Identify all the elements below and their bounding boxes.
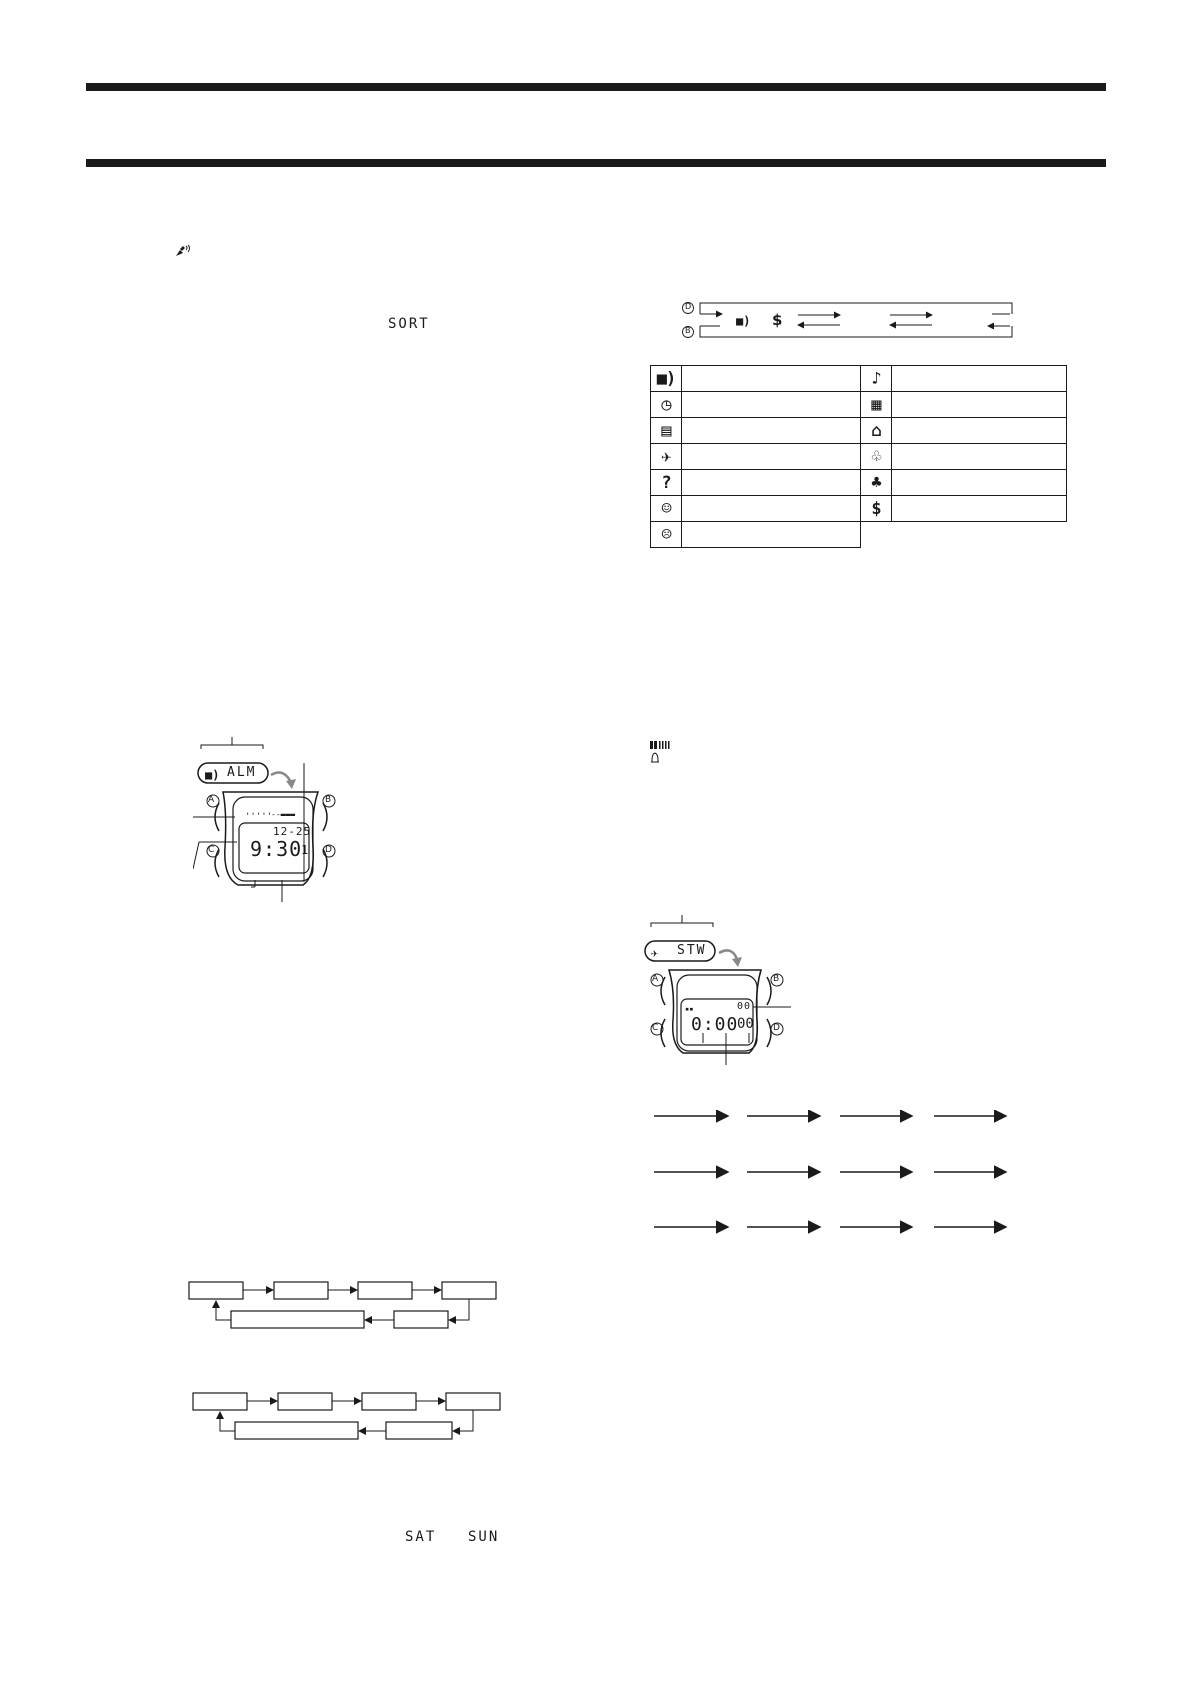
setting-flowchart-2 <box>192 1391 502 1447</box>
smile-icon: ☺ <box>651 496 682 522</box>
person-icon: ♧ <box>861 444 892 470</box>
plant-icon: ♣ <box>861 470 892 496</box>
stopwatch-arrow-sequence <box>652 1110 1012 1240</box>
stopwatch-lcd-seconds: 00 <box>737 1016 754 1032</box>
button-a-label: A <box>208 795 215 805</box>
battery-bell-icons <box>650 740 678 766</box>
dollar-cell-icon: $ <box>861 496 892 522</box>
button-b-label: B <box>325 795 332 805</box>
svg-text:✈: ✈ <box>651 946 659 960</box>
svg-text:■): ■) <box>205 768 220 782</box>
svg-text:--▬▬▬: --▬▬▬ <box>271 810 296 819</box>
alarm-watch-illustration <box>193 737 363 907</box>
alarm-lcd-time: 9:30 <box>250 837 303 861</box>
music-note-icon: ♪ <box>861 366 892 392</box>
clock-icon: ◷ <box>651 392 682 418</box>
sun-lcd-label: SUN <box>468 1529 500 1545</box>
sw-button-b-label: B <box>773 974 780 984</box>
sw-button-c-label: C <box>652 1023 659 1033</box>
grid-icon: ▦ <box>861 392 892 418</box>
svg-text:■): ■) <box>736 314 751 328</box>
phone-signal-icon <box>174 244 192 258</box>
stopwatch-lcd-time: 0:00 <box>691 1014 739 1035</box>
stopwatch-lcd-top: STW <box>677 943 707 958</box>
setting-flowchart-1 <box>188 1280 498 1336</box>
sw-button-d-label: D <box>773 1023 780 1033</box>
sat-lcd-label: SAT <box>405 1529 437 1545</box>
bottom-rule <box>86 159 1106 167</box>
dollar-icon: $ <box>772 311 783 329</box>
bell-icon <box>652 753 658 762</box>
alarm-lcd-top: ALM <box>227 765 257 780</box>
button-c-label: C <box>208 845 215 855</box>
flow1-box-6 <box>394 1311 448 1328</box>
svg-text:''''': ''''' <box>245 812 273 822</box>
airplane-icon: ✈ <box>651 444 682 470</box>
flow1-box-2 <box>274 1282 328 1299</box>
battery-icon <box>650 741 653 749</box>
document-icon: ▤ <box>651 418 682 444</box>
category-selector-diagram <box>680 300 1016 340</box>
speaker-icon: ■) <box>651 366 682 392</box>
category-icon-table <box>650 365 1067 548</box>
flow1-box-3 <box>358 1282 412 1299</box>
flow1-box-5 <box>231 1311 364 1328</box>
button-d-label: D <box>325 845 332 855</box>
house-icon: ⌂ <box>861 418 892 444</box>
sort-lcd-label: SORT <box>388 316 430 332</box>
stopwatch-illustration <box>641 915 801 1070</box>
button-d-marker: D <box>685 302 692 311</box>
flow1-box-1 <box>189 1282 243 1299</box>
top-rule <box>86 83 1106 91</box>
flow1-box-4 <box>442 1282 496 1299</box>
button-b-marker: B <box>685 326 691 335</box>
sw-button-a-label: A <box>652 974 659 984</box>
question-icon: ? <box>651 470 682 496</box>
svg-text:▪▪: ▪▪ <box>685 1005 694 1013</box>
alarm-lcd-date: 12-25 <box>273 825 312 838</box>
stopwatch-lcd-small: 00 <box>737 1001 752 1012</box>
alarm-lcd-suffix: 1 <box>301 843 311 857</box>
frown-icon: ☹ <box>651 522 682 548</box>
